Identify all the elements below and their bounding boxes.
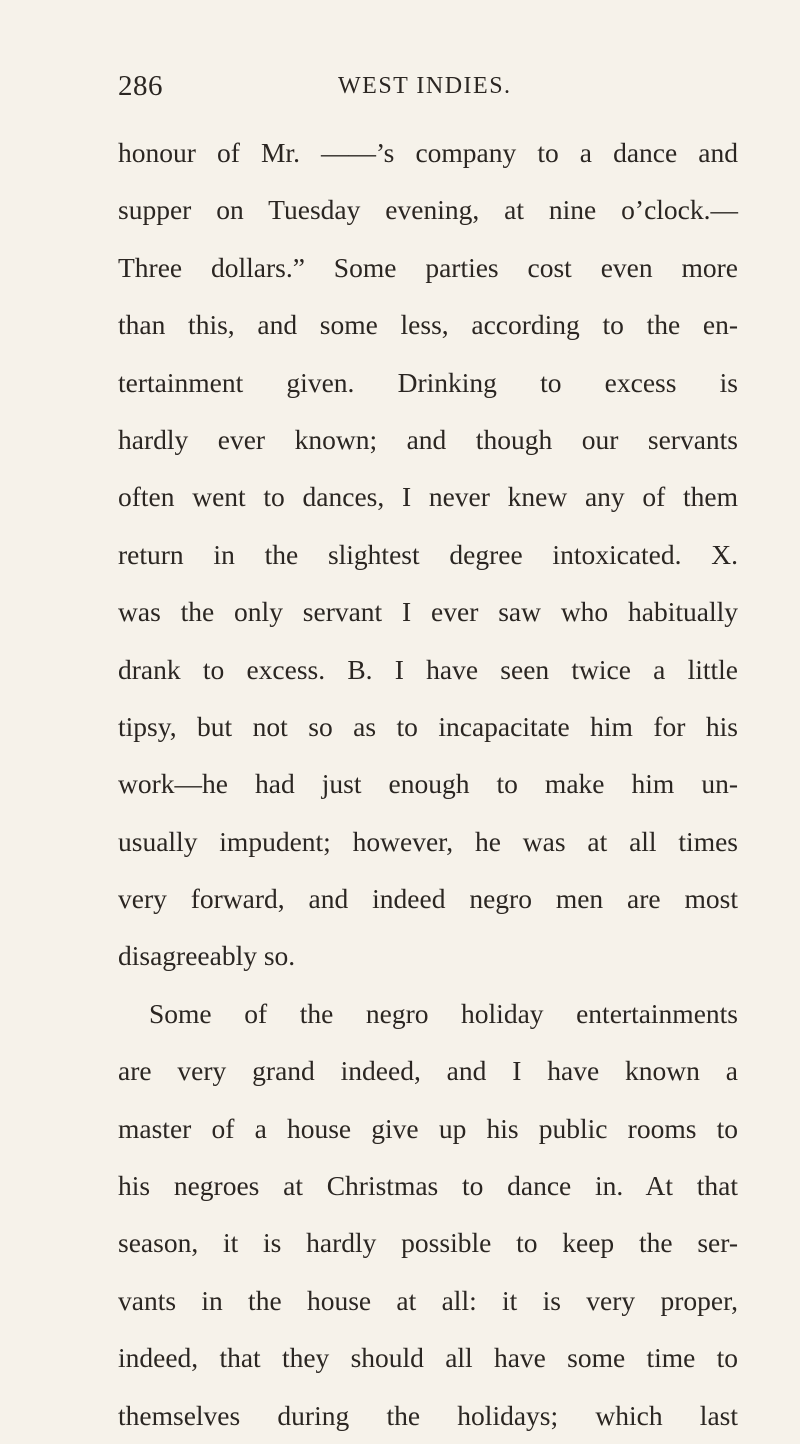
text-line: master of a house give up his public rooms to (118, 1112, 738, 1144)
text-line: tertainment given. Drinking to excess is (118, 366, 738, 398)
text-line: very forward, and indeed negro men are most (118, 883, 738, 915)
text-line: drank to excess. B. I have seen twice a little (118, 653, 738, 685)
paragraph-first-line: Some of the negro holiday entertainments (149, 997, 738, 1029)
text-line: supper on Tuesday evening, at nine o’clock.— (118, 194, 738, 226)
text-line: vants in the house at all: it is very proper, (118, 1284, 738, 1316)
text-line: are very grand indeed, and I have known a (118, 1055, 738, 1087)
text-line: was the only servant I ever saw who habitually (118, 596, 738, 628)
text-line: than this, and some less, according to the en- (118, 309, 738, 341)
text-line: return in the slightest degree intoxicated. X. (118, 538, 738, 570)
running-head: WEST INDIES. (338, 73, 512, 99)
text-line: Three dollars.” Some parties cost even more (118, 251, 738, 283)
body-text (118, 124, 738, 1444)
text-line: usually impudent; however, he was at all times (118, 825, 738, 857)
text-line: themselves during the holidays; which last (118, 1399, 738, 1431)
text-line: season, it is hardly possible to keep the ser- (118, 1227, 738, 1259)
text-line: tipsy, but not so as to incapacitate him for his (118, 710, 738, 742)
page-number: 286 (118, 70, 163, 102)
page-header (118, 70, 738, 110)
paragraph-last-line: disagreeably so. (118, 940, 296, 972)
text-line: hardly ever known; and though our servants (118, 423, 738, 455)
text-line: honour of Mr. ——’s company to a dance and (118, 137, 738, 168)
text-line: work—he had just enough to make him un- (118, 768, 738, 800)
text-line: his negroes at Christmas to dance in. At that (118, 1170, 738, 1202)
text-line: indeed, that they should all have some time to (118, 1342, 738, 1374)
text-line: often went to dances, I never knew any of them (118, 481, 738, 513)
